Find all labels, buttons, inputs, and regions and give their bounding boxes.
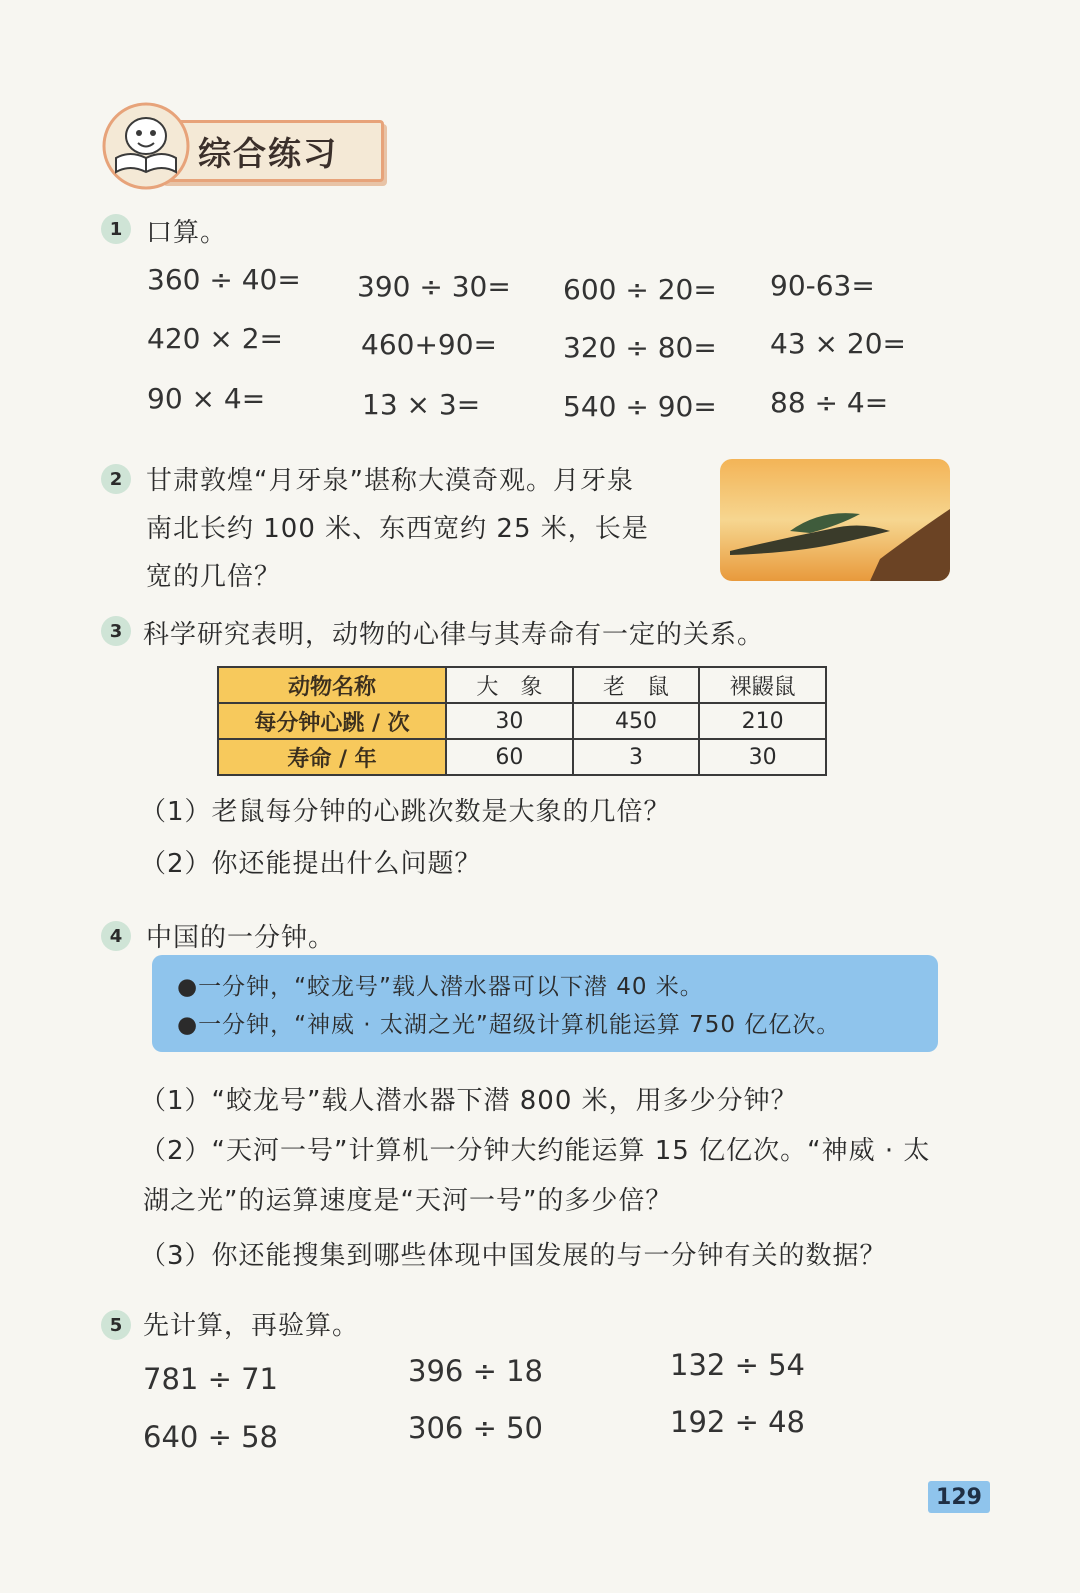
calc-item: 43 × 20= (770, 327, 906, 360)
calc-item: 88 ÷ 4= (770, 386, 889, 419)
info-line-2: ●一分钟，“神威 · 太湖之光”超级计算机能运算 750 亿亿次。 (177, 1012, 841, 1038)
calc-item: 192 ÷ 48 (670, 1405, 805, 1439)
calc-item: 396 ÷ 18 (408, 1354, 543, 1388)
calc-item: 360 ÷ 40= (147, 263, 301, 296)
info-line-1: ●一分钟，“蛟龙号”载人潜水器可以下潜 40 米。 (177, 974, 704, 1000)
header-title: 综合练习 (198, 134, 338, 173)
calc-item: 600 ÷ 20= (563, 273, 717, 306)
section-header (100, 100, 390, 190)
q3-sub-2: （2）你还能提出什么问题？ (140, 849, 482, 879)
calc-item: 781 ÷ 71 (143, 1362, 278, 1396)
q5-title: 先计算，再验算。 (143, 1311, 360, 1341)
calc-item: 306 ÷ 50 (408, 1411, 543, 1445)
table-cell: 210 (699, 703, 826, 739)
question-number-4: 4 (101, 921, 131, 951)
table-cell: 3 (573, 739, 700, 775)
calc-item: 420 × 2= (147, 322, 283, 355)
page-number: 129 (928, 1481, 990, 1513)
heart-rate-table (217, 666, 827, 776)
table-header-cell: 老 鼠 (573, 667, 700, 703)
table-row-label: 每分钟心跳 / 次 (218, 703, 446, 739)
book-mascot-icon (100, 100, 192, 192)
question-number-5: 5 (101, 1310, 131, 1340)
table-header-cell: 动物名称 (218, 667, 446, 703)
calc-item: 132 ÷ 54 (670, 1348, 805, 1382)
table-row-label: 寿命 / 年 (218, 739, 446, 775)
calc-item: 640 ÷ 58 (143, 1420, 278, 1454)
crescent-lake-photo (720, 459, 950, 581)
calc-item: 13 × 3= (362, 388, 481, 421)
calc-item: 90-63= (770, 269, 875, 302)
table-header-cell: 裸鼹鼠 (699, 667, 826, 703)
q2-line-1: 甘肃敦煌“月牙泉”堪称大漠奇观。月牙泉 (146, 466, 634, 496)
calc-item: 390 ÷ 30= (357, 270, 511, 303)
q4-sub-3: （3）你还能搜集到哪些体现中国发展的与一分钟有关的数据？ (140, 1241, 887, 1271)
table-row (218, 667, 826, 703)
table-cell: 30 (699, 739, 826, 775)
q4-sub-1: （1）“蛟龙号”载人潜水器下潜 800 米，用多少分钟？ (140, 1086, 798, 1116)
table-row (218, 739, 826, 775)
question-number-2: 2 (101, 464, 131, 494)
q3-title: 科学研究表明，动物的心律与其寿命有一定的关系。 (143, 620, 765, 650)
q4-title: 中国的一分钟。 (146, 923, 336, 953)
table-row (218, 703, 826, 739)
q2-line-3: 宽的几倍？ (146, 562, 282, 592)
question-number-3: 3 (101, 616, 131, 646)
calc-item: 460+90= (361, 328, 497, 361)
q4-sub-2a: （2）“天河一号”计算机一分钟大约能运算 15 亿亿次。“神威 · 太 (140, 1136, 931, 1166)
q2-line-2: 南北长约 100 米、东西宽约 25 米，长是 (146, 514, 649, 544)
calc-item: 90 × 4= (147, 382, 266, 415)
calc-item: 540 ÷ 90= (563, 390, 717, 423)
q3-sub-1: （1）老鼠每分钟的心跳次数是大象的几倍？ (140, 797, 671, 827)
table-cell: 60 (446, 739, 573, 775)
question-number-1: 1 (101, 214, 131, 244)
q1-title: 口算。 (146, 218, 228, 248)
table-cell: 30 (446, 703, 573, 739)
table-header-cell: 大 象 (446, 667, 573, 703)
q4-sub-2b: 湖之光”的运算速度是“天河一号”的多少倍？ (143, 1186, 673, 1216)
table-cell: 450 (573, 703, 700, 739)
calc-item: 320 ÷ 80= (563, 331, 717, 364)
